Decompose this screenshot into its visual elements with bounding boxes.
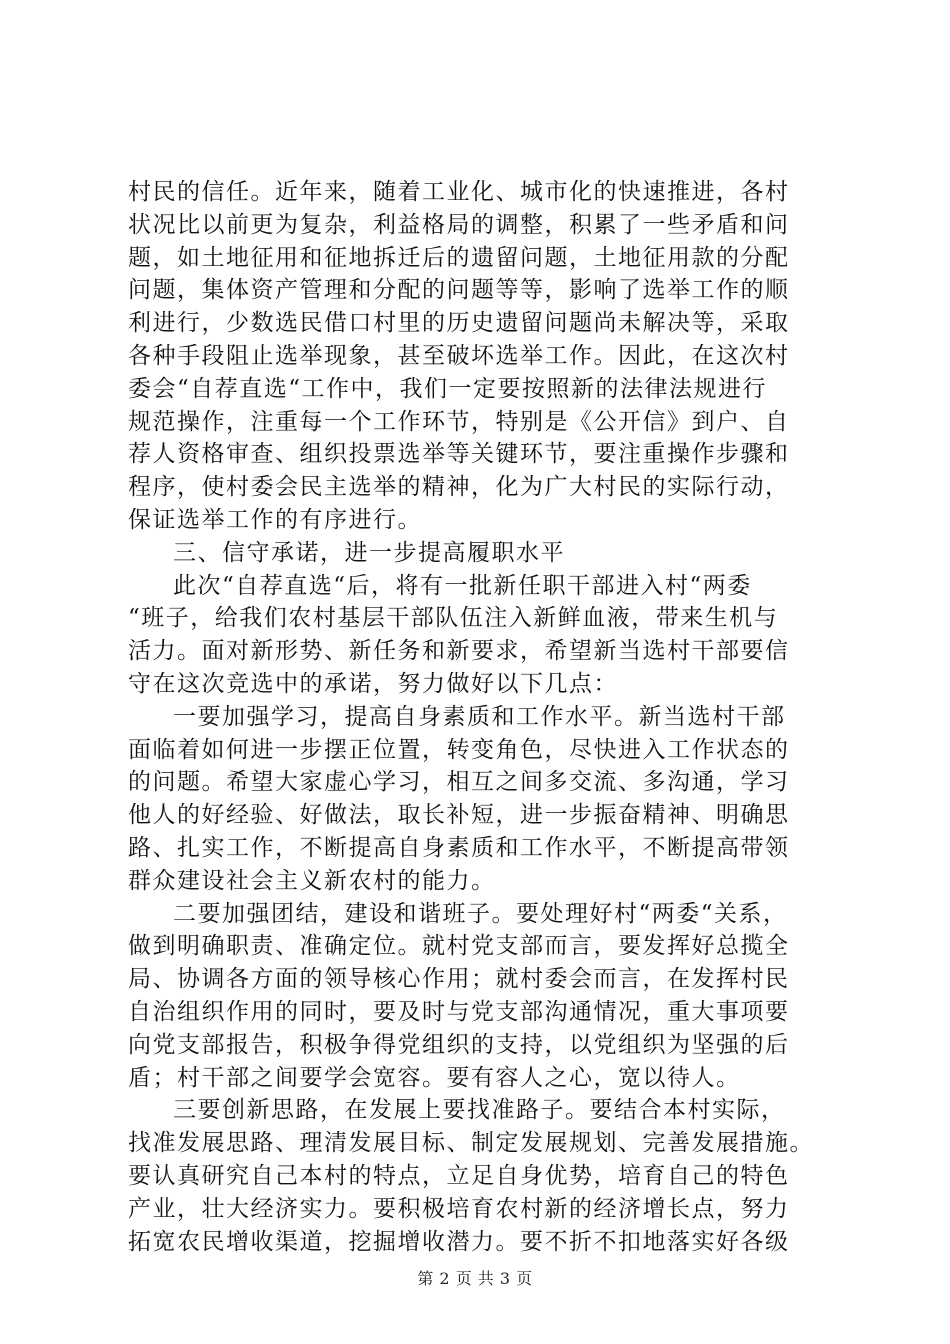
document-body xyxy=(128,176,828,1258)
text-line: 向党支部报告，积极争得党组织的支持，以党组织为坚强的后 xyxy=(128,1031,790,1058)
text-line: 面临着如何进一步摆正位置，转变角色，尽快进入工作状态的 xyxy=(128,736,790,763)
text-line: 委会“自荐直选“工作中，我们一定要按照新的法律法规进行 xyxy=(128,375,768,402)
paragraph-first-line: 三、信守承诺，进一步提高履职水平 xyxy=(173,539,565,566)
text-line: 找准发展思路、理清发展目标、制定发展规划、完善发展措施。 xyxy=(128,1130,814,1157)
page-footer: 第 2 页 共 3 页 xyxy=(417,1269,533,1288)
text-line: 状况比以前更为复杂，利益格局的调整，积累了一些矛盾和问 xyxy=(128,211,790,238)
text-line: 群众建设社会主义新农村的能力。 xyxy=(128,867,496,894)
paragraph-first-line: 此次“自荐直选“后，将有一批新任职干部进入村“两委 xyxy=(173,572,752,599)
paragraph-first-line: 三要创新思路，在发展上要找准路子。要结合本村实际， xyxy=(173,1097,786,1124)
paragraph-first-line: 二要加强团结，建设和谐班子。要处理好村“两委“关系， xyxy=(173,900,788,927)
text-line: 活力。面对新形势、新任务和新要求，希望新当选村干部要信 xyxy=(128,638,790,665)
text-line: 路、扎实工作，不断提高自身素质和工作水平，不断提高带领 xyxy=(128,834,790,861)
text-line: 拓宽农民增收渠道，挖掘增收潜力。要不折不扣地落实好各级 xyxy=(128,1228,790,1255)
text-line: “班子，给我们农村基层干部队伍注入新鲜血液，带来生机与 xyxy=(128,605,779,632)
text-line: 局、协调各方面的领导核心作用；就村委会而言，在发挥村民 xyxy=(128,966,790,993)
text-line: 的问题。希望大家虚心学习，相互之间多交流、多沟通，学习 xyxy=(128,769,790,796)
text-line: 产业，壮大经济实力。要积极培育农村新的经济增长点，努力 xyxy=(128,1195,790,1222)
text-line: 村民的信任。近年来，随着工业化、城市化的快速推进，各村 xyxy=(128,179,790,205)
text-line: 做到明确职责、准确定位。就村党支部而言，要发挥好总揽全 xyxy=(128,933,790,960)
text-line: 保证选举工作的有序进行。 xyxy=(128,506,422,533)
text-line: 盾；村干部之间要学会宽容。要有容人之心，宽以待人。 xyxy=(128,1064,741,1091)
text-line: 他人的好经验、好做法，取长补短，进一步振奋精神、明确思 xyxy=(128,802,790,829)
text-line: 荐人资格审查、组织投票选举等关键环节，要注重操作步骤和 xyxy=(128,441,790,468)
text-line: 问题，集体资产管理和分配的问题等等，影响了选举工作的顺 xyxy=(128,277,790,304)
text-line: 利进行，少数选民借口村里的历史遗留问题尚未解决等，采取 xyxy=(128,310,790,337)
text-line: 程序，使村委会民主选举的精神，化为广大村民的实际行动， xyxy=(128,474,790,501)
text-line: 自治组织作用的同时，要及时与党支部沟通情况，重大事项要 xyxy=(128,998,790,1025)
text-line: 守在这次竞选中的承诺，努力做好以下几点： xyxy=(128,670,618,697)
text-line: 题，如土地征用和征地拆迁后的遗留问题，土地征用款的分配 xyxy=(128,244,790,271)
text-line: 各种手段阻止选举现象，甚至破坏选举工作。因此，在这次村 xyxy=(128,342,790,369)
text-line: 要认真研究自己本村的特点，立足自身优势，培育自己的特色 xyxy=(128,1162,790,1189)
text-line: 规范操作，注重每一个工作环节，特别是《公开信》到户、自 xyxy=(128,408,790,435)
paragraph-first-line: 一要加强学习，提高自身素质和工作水平。新当选村干部 xyxy=(173,703,786,730)
